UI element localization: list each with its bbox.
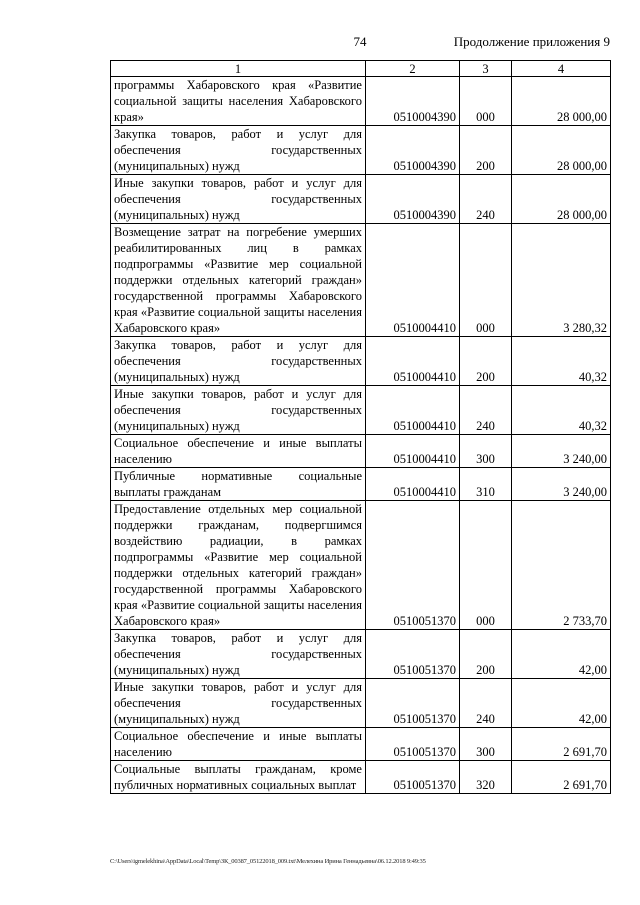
table-row [111, 468, 611, 501]
column-header-3: 3 [460, 61, 512, 77]
table-row [111, 77, 611, 126]
row-vr-cell: 200 [460, 126, 512, 175]
table-row [111, 126, 611, 175]
table-row [111, 728, 611, 761]
row-sum-cell: 40,32 [512, 337, 611, 386]
row-sum-cell: 28 000,00 [512, 126, 611, 175]
row-csr-cell: 0510004390 [366, 126, 460, 175]
row-sum-cell: 2 691,70 [512, 728, 611, 761]
row-sum-cell: 40,32 [512, 386, 611, 435]
row-name-cell: Предоставление отдельных мер социальной поддержки гражданам, подвергшимся воздействию радиации, в рамках подпрограммы «Развитие мер социальной поддержки отдельных категорий граждан» государственной программы Хабаровского края «Развитие социальной защиты населения Хабаровского края» [111, 501, 366, 630]
table-row [111, 761, 611, 794]
row-vr-cell: 000 [460, 77, 512, 126]
table-body [111, 77, 611, 794]
row-vr-cell: 000 [460, 224, 512, 337]
row-csr-cell: 0510051370 [366, 728, 460, 761]
table-row [111, 224, 611, 337]
row-csr-cell: 0510051370 [366, 501, 460, 630]
row-vr-cell: 200 [460, 630, 512, 679]
row-sum-cell: 2 733,70 [512, 501, 611, 630]
row-csr-cell: 0510004410 [366, 468, 460, 501]
row-csr-cell: 0510004410 [366, 386, 460, 435]
row-csr-cell: 0510004410 [366, 337, 460, 386]
row-vr-cell: 300 [460, 728, 512, 761]
row-sum-cell: 3 280,32 [512, 224, 611, 337]
row-sum-cell: 2 691,70 [512, 761, 611, 794]
row-name-cell: Социальные выплаты гражданам, кроме публичных нормативных социальных выплат [111, 761, 366, 794]
row-csr-cell: 0510051370 [366, 761, 460, 794]
budget-table [110, 60, 611, 794]
row-name-cell: Публичные нормативные социальные выплаты гражданам [111, 468, 366, 501]
row-vr-cell: 000 [460, 501, 512, 630]
row-csr-cell: 0510004410 [366, 435, 460, 468]
table-row [111, 679, 611, 728]
column-header-1: 1 [111, 61, 366, 77]
row-name-cell: Иные закупки товаров, работ и услуг для обеспечения государственных (муниципальных) нужд [111, 386, 366, 435]
row-csr-cell: 0510004390 [366, 175, 460, 224]
table-header-row [111, 61, 611, 77]
row-sum-cell: 3 240,00 [512, 468, 611, 501]
column-header-2: 2 [366, 61, 460, 77]
column-header-4: 4 [512, 61, 611, 77]
row-vr-cell: 200 [460, 337, 512, 386]
row-name-cell: Социальное обеспечение и иные выплаты населению [111, 728, 366, 761]
row-sum-cell: 3 240,00 [512, 435, 611, 468]
row-vr-cell: 300 [460, 435, 512, 468]
row-sum-cell: 42,00 [512, 679, 611, 728]
page-number: 74 [353, 34, 367, 49]
footer-file-path: C:\Users\igmelekhina\AppData\Local\Temp\ЗК_00387_05122018_009.txt\Мелехина Ирина Геннадьевна\06.12.2018 9:49:35 [110, 858, 426, 865]
row-csr-cell: 0510051370 [366, 679, 460, 728]
row-name-cell: Закупка товаров, работ и услуг для обеспечения государственных (муниципальных) нужд [111, 337, 366, 386]
row-sum-cell: 42,00 [512, 630, 611, 679]
appendix-continuation-title: Продолжение приложения 9 [453, 34, 610, 49]
row-csr-cell: 0510051370 [366, 630, 460, 679]
table-row [111, 386, 611, 435]
row-name-cell: Закупка товаров, работ и услуг для обеспечения государственных (муниципальных) нужд [111, 630, 366, 679]
table-row [111, 630, 611, 679]
row-vr-cell: 320 [460, 761, 512, 794]
row-vr-cell: 240 [460, 386, 512, 435]
row-name-cell: Социальное обеспечение и иные выплаты населению [111, 435, 366, 468]
row-name-cell: Закупка товаров, работ и услуг для обеспечения государственных (муниципальных) нужд [111, 126, 366, 175]
row-name-cell: Возмещение затрат на погребение умерших реабилитированных лиц в рамках подпрограммы «Развитие мер социальной поддержки отдельных категорий граждан» государственной программы Хабаровского края «Развитие социальной защиты населения Хабаровского края» [111, 224, 366, 337]
row-csr-cell: 0510004390 [366, 77, 460, 126]
row-name-cell: Иные закупки товаров, работ и услуг для обеспечения государственных (муниципальных) нужд [111, 679, 366, 728]
row-csr-cell: 0510004410 [366, 224, 460, 337]
table-row [111, 435, 611, 468]
table-row [111, 175, 611, 224]
row-vr-cell: 240 [460, 679, 512, 728]
row-name-cell: Иные закупки товаров, работ и услуг для обеспечения государственных (муниципальных) нужд [111, 175, 366, 224]
row-sum-cell: 28 000,00 [512, 77, 611, 126]
row-sum-cell: 28 000,00 [512, 175, 611, 224]
row-name-cell: программы Хабаровского края «Развитие социальной защиты населения Хабаровского края» [111, 77, 366, 126]
row-vr-cell: 310 [460, 468, 512, 501]
row-vr-cell: 240 [460, 175, 512, 224]
table-row [111, 501, 611, 630]
table-row [111, 337, 611, 386]
